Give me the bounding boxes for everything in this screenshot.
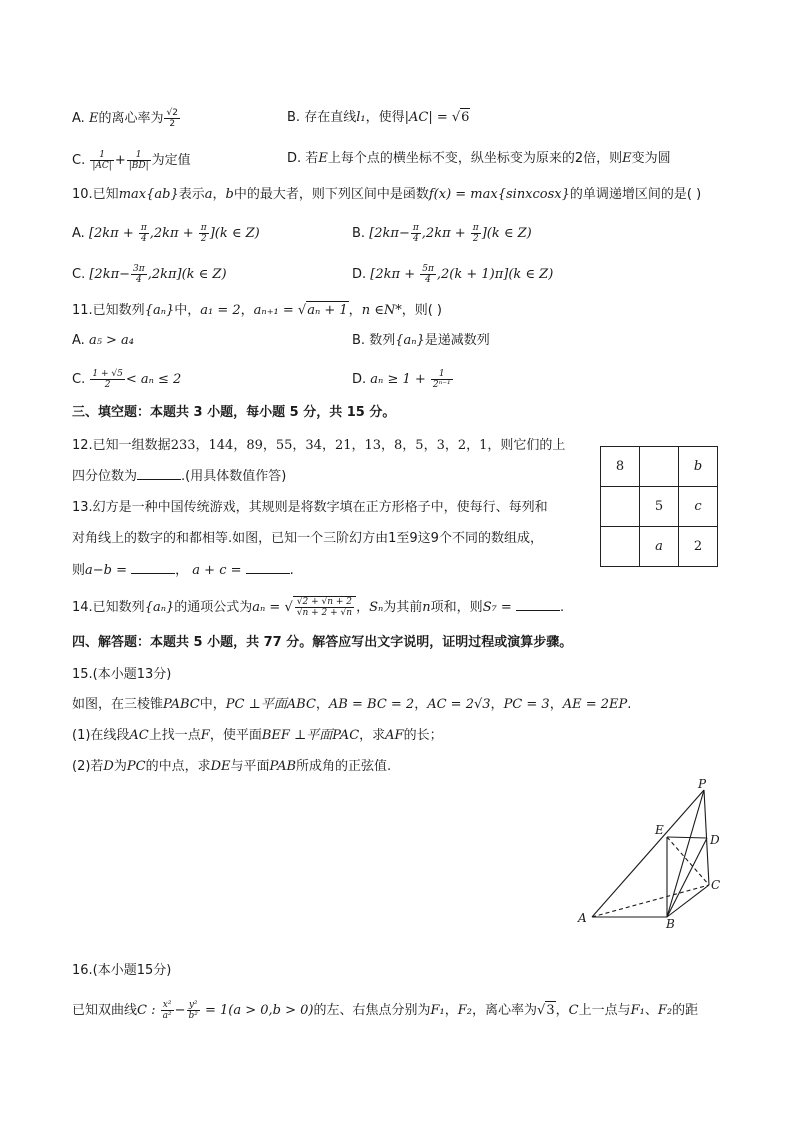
q10-option-a: A. [2kπ + $\frac{\pi}{4}$ ,2kπ + $\frac{\pi}{2}$ ](k ∈ Z): [72, 223, 260, 244]
section-4-heading: 四、解答题：本题共 5 小题，共 77 分。解答应写出文字说明，证明过程或演算步骤。: [72, 635, 573, 650]
magic-square-cell: 2: [679, 527, 718, 567]
q15-line-2: (1)在线段AC上找一点F，使平面BEF ⊥平面PAC，求AF的长；: [72, 728, 443, 743]
q16-title: 16.(本小题15分): [72, 963, 172, 978]
q13-line-3: 则a−b = ， a + c = .: [72, 563, 294, 578]
edge-PB: [667, 790, 704, 917]
q11-option-d: D. aₙ ≥ 1 + $\frac{1}{\text{2ⁿ⁻¹}}$: [352, 369, 451, 390]
q9-option-b: B. 存在直线l₁，使得|AC| = √6: [287, 110, 470, 125]
fraction: $\frac{√2}{2}$: [166, 108, 178, 129]
magic-square-cell: 5: [640, 487, 679, 527]
q10-option-d: D. [2kπ + $\frac{5\pi}{4}$ ,2(k + 1)π](k ∈ Z): [352, 264, 554, 285]
q12-line-1: 12.已知一组数据233，144，89，55，34，21，13，8，5，3，2，1，则它们的上: [72, 438, 566, 453]
magic-square-cell: [601, 527, 640, 567]
q10-option-b: B. [2kπ− $\frac{\pi}{4}$ ,2kπ + $\frac{\pi}{2}$ ](k ∈ Z): [352, 223, 532, 244]
q11-option-b: B. 数列{aₙ}是递减数列: [352, 333, 490, 348]
tetrahedron-figure: [570, 776, 730, 936]
label-D: D: [710, 833, 720, 847]
q9-option-a: A. E的离心率为 $\frac{√2}{2}$: [72, 108, 178, 129]
q15-line-3: (2)若D为PC的中点，求DE与平面PAB所成角的正弦值.: [72, 759, 392, 774]
magic-square-cell: b: [679, 447, 718, 487]
q9-option-c: C. $\frac{1}{|AC|}$ + $\frac{1}{|BD|}$ 为定值: [72, 150, 191, 171]
q12-line-2: 四分位数为 .(用具体数值作答): [72, 469, 287, 484]
answer-blank[interactable]: [246, 561, 290, 574]
label-C: C: [711, 878, 721, 892]
label-P: P: [698, 777, 707, 791]
edge-AP: [592, 790, 704, 917]
q10-stem: 10.已知max{ab}表示a，b中的最大者，则下列区间中是函数f(x) = max{sinxcosx}的单调递增区间的是( ): [72, 187, 702, 202]
q13-line-2: 对角线上的数字的和都相等.如图，已知一个三阶幻方由1至9这9个不同的数组成，: [72, 531, 543, 546]
section-3-heading: 三、填空题：本题共 3 小题，每小题 5 分，共 15 分。: [72, 405, 396, 420]
q11-stem: 11.已知数列{aₙ}中，a₁ = 2，aₙ₊₁ = √aₙ + 1，n ∈N*，则( ): [72, 303, 442, 318]
answer-blank[interactable]: [137, 467, 181, 480]
q11-option-c: C. $\frac{1 + √5}{2}$ < aₙ ≤ 2: [72, 369, 182, 390]
label-A: A: [578, 911, 587, 925]
label-B: B: [666, 917, 675, 931]
sqrt-sign: √: [451, 110, 461, 125]
q10-option-c: C. [2kπ− $\frac{3\pi}{4}$ ,2kπ](k ∈ Z): [72, 264, 227, 285]
label-E: E: [655, 823, 664, 837]
magic-square-cell: [640, 447, 679, 487]
magic-square: [600, 446, 718, 567]
q9-option-d: D. 若E上每个点的横坐标不变，纵坐标变为原来的2倍，则E变为圆: [287, 151, 671, 166]
magic-square-cell: c: [679, 487, 718, 527]
answer-blank[interactable]: [516, 598, 560, 611]
edge-AC-hidden: [592, 885, 709, 917]
magic-square-cell: [601, 487, 640, 527]
segment-ED: [667, 837, 707, 838]
answer-blank[interactable]: [131, 561, 175, 574]
magic-square-cell: a: [640, 527, 679, 567]
edge-BC: [667, 885, 709, 917]
q16-line-1: 已知双曲线C : $\frac{\text{x²}}{\text{a²}}$ − $\frac{\text{y²}}{\text{b²}}$ = 1(a > 0,b > 0)的左、右焦点分别为F₁，F₂，离心率为√3，C上一点与F₁、F₂的距: [72, 1000, 699, 1021]
q15-title: 15.(本小题13分): [72, 667, 172, 682]
q15-line-1: 如图，在三棱锥PABC中，PC ⊥平面ABC，AB = BC = 2，AC = 2√3，PC = 3，AE = 2EP.: [72, 697, 632, 712]
q13-line-1: 13.幻方是一种中国传统游戏，其规则是将数字填在正方形格子中，使每行、每列和: [72, 500, 548, 515]
q14-line: 14.已知数列{aₙ}的通项公式为aₙ = √ $\frac{√2 + √n + 2}{√n + 2 + √n}$ ，Sₙ为其前n项和，则S₇ = .: [72, 597, 565, 618]
q11-option-a: A. a₅ > a₄: [72, 333, 135, 348]
magic-square-cell: 8: [601, 447, 640, 487]
